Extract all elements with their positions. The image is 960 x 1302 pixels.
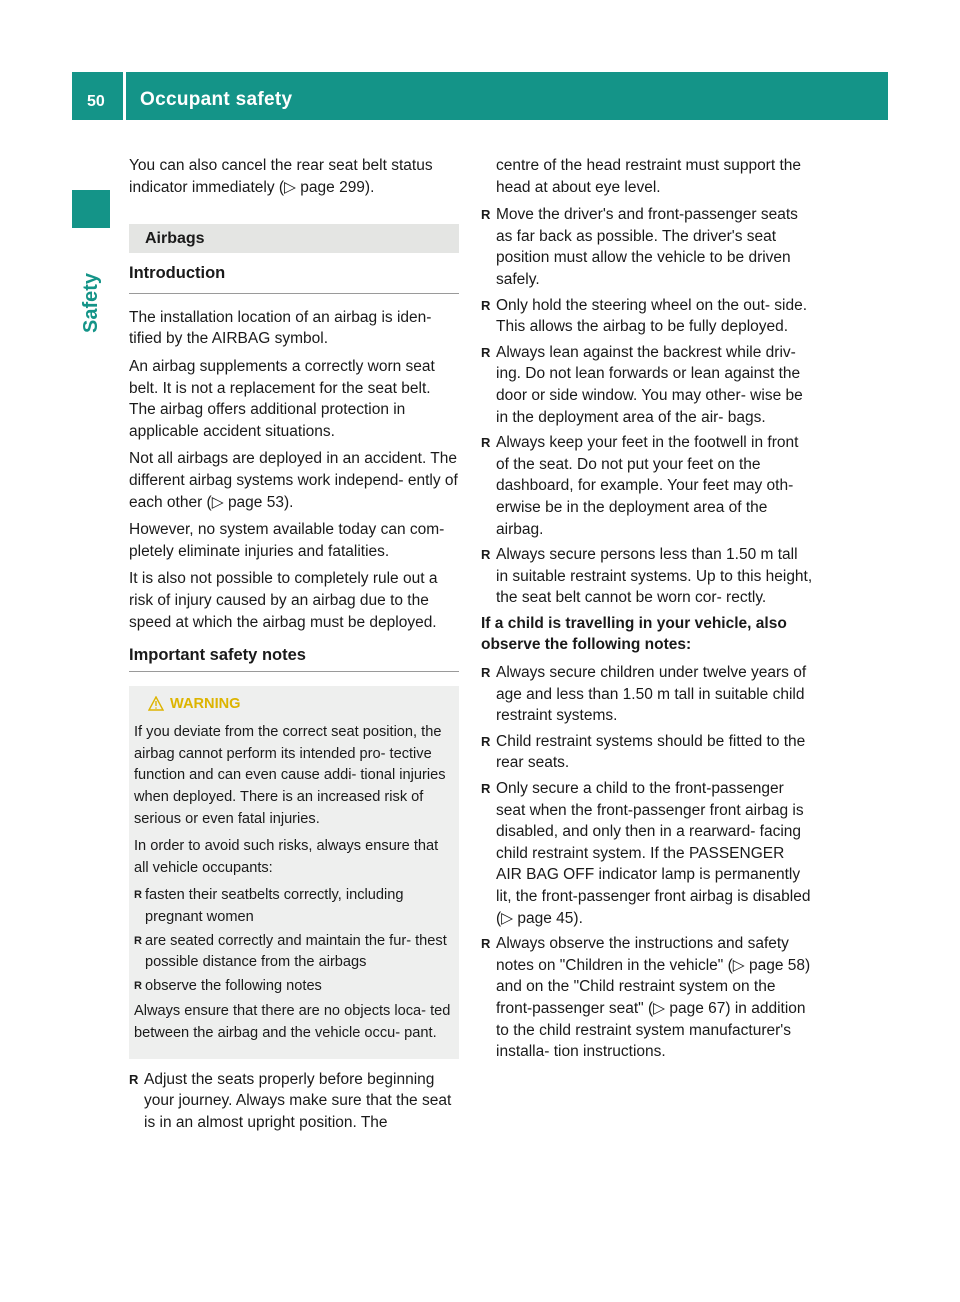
warning-list-item [134, 885, 451, 928]
list-item [481, 544, 813, 609]
warning-list-text: are seated correctly and maintain the fur- thest possible distance from the airbags [145, 932, 447, 971]
warning-triangle-icon [148, 696, 166, 719]
bullet-icon: R [481, 936, 491, 952]
bullet-icon: R [481, 435, 491, 451]
bullet-icon: R [134, 889, 142, 902]
warning-list [134, 885, 451, 997]
list-item-text: Adjust the seats properly before beginning your journey. Always make sure that the seat is in an almost upright position. The [144, 1070, 452, 1131]
child-heading: If a child is travelling in your vehicle, also observe the following notes: [481, 614, 787, 654]
warning-list-item [134, 976, 451, 998]
list-item-text: Always lean against the backrest while driv- ing. Do not lean forwards or lean against the door or side window. You may other- wise be in the deployment area of the air- bags. [496, 343, 803, 426]
warning-list-text: observe the following notes [145, 977, 322, 994]
list-item [129, 1069, 459, 1134]
warning-list-text: fasten their seatbelts correctly, including pregnant women [145, 887, 404, 926]
list-item-text: Always observe the instructions and safety notes on "Children in the vehicle" (▷ page 58) and on the "Child restraint system on the front-passenger seat" (▷ page 67) in addition to the child restraint system manufacturer's installa- tion instructions. [496, 935, 811, 1061]
page-number: 50 [87, 93, 105, 110]
list-item [481, 295, 813, 338]
list-item-text: Always secure persons less than 1.50 m tall in suitable restraint systems. Up to this height, the seat belt cannot be worn cor- rectly. [496, 546, 813, 607]
warning-title-text: WARNING [170, 695, 241, 712]
sidebar-label: Safety [80, 272, 102, 333]
list-item [481, 778, 813, 929]
list-item-text: Always keep your feet in the footwell in front of the seat. Do not put your feet on the dashboard, for example. Your feet may oth- erwise be in the deployment area of the airbag. [496, 434, 799, 538]
list-item-text: Only secure a child to the front-passenger seat when the front-passenger front airbag is disabled, and only then in a rearward- facing child restraint system. If the PASSENGER AIR BAG OFF indicator lamp is permanently lit, the front-passenger front airbag is disabled (▷ page 45). [496, 780, 811, 927]
bullet-icon: R [481, 665, 491, 681]
warning-paragraph: In order to avoid such risks, always ensure that all vehicle occupants: [134, 838, 439, 876]
warning-list-item [134, 931, 451, 974]
section-title: Occupant safety [140, 89, 293, 110]
safety-notes-heading: Important safety notes [129, 645, 459, 672]
bullet-icon: R [481, 733, 491, 749]
paragraph: However, no system available today can com- pletely eliminate injuries and fatalities. [129, 521, 445, 560]
bullet-icon: R [134, 934, 142, 947]
list-item-text: Child restraint systems should be fitted to the rear seats. [496, 732, 806, 772]
warning-paragraph: If you deviate from the correct seat position, the airbag cannot perform its intended pro- tective function and can even cause addi- tional injuries when deployed. There is an increased risk of serious or even fatal injuries. [134, 724, 446, 827]
paragraph: An airbag supplements a correctly worn seat belt. It is not a replacement for the seat belt. The airbag offers additional protection in applicable accident situations. [129, 357, 435, 440]
child-bullet-list [481, 662, 813, 1063]
bullet-icon: R [481, 781, 491, 797]
bullet-icon: R [481, 297, 491, 313]
list-item [481, 731, 813, 774]
header-separator [123, 72, 126, 120]
warning-box [129, 686, 459, 1059]
bullet-icon: R [134, 979, 142, 992]
bullet-icon: R [481, 207, 491, 223]
paragraph: It is also not possible to completely rule out a risk of injury caused by an airbag due to the speed at which the airbag must be deployed. [129, 570, 438, 631]
right-column [481, 155, 813, 1067]
list-item-text: Move the driver's and front-passenger seats as far back as possible. The driver's seat position must allow the vehicle to be driven safely. [496, 206, 798, 288]
airbags-heading: Airbags [129, 224, 459, 253]
bullet-icon: R [481, 344, 491, 360]
bullet-list [481, 204, 813, 609]
warning-paragraph: Always ensure that there are no objects loca- ted between the airbag and the vehicle occu- pant. [134, 1003, 451, 1041]
list-item [481, 432, 813, 540]
warning-title [148, 694, 451, 719]
continued-paragraph: centre of the head restraint must support the head at about eye level. [496, 157, 802, 196]
paragraph: Not all airbags are deployed in an accident. The different airbag systems work independ- ently of each other (▷ page 53). [129, 450, 458, 511]
paragraph: The installation location of an airbag is iden- tified by the AIRBAG symbol. [129, 308, 432, 348]
bullet-list [129, 1069, 459, 1134]
list-item-text: Only hold the steering wheel on the out- side. This allows the airbag to be fully deployed. [496, 296, 808, 336]
list-item [481, 933, 813, 1063]
list-item [481, 204, 813, 290]
list-item [481, 662, 813, 727]
bullet-icon: R [481, 547, 491, 563]
intro-paragraph: You can also cancel the rear seat belt status indicator immediately (▷ page 299). [129, 157, 433, 196]
left-column [129, 155, 459, 1137]
sidebar-marker [72, 190, 110, 228]
introduction-heading: Introduction [129, 263, 459, 294]
bullet-icon: R [129, 1071, 139, 1087]
list-item-text: Always secure children under twelve years of age and less than 1.50 m tall in suitable child restraint systems. [496, 664, 807, 725]
list-item [481, 342, 813, 428]
